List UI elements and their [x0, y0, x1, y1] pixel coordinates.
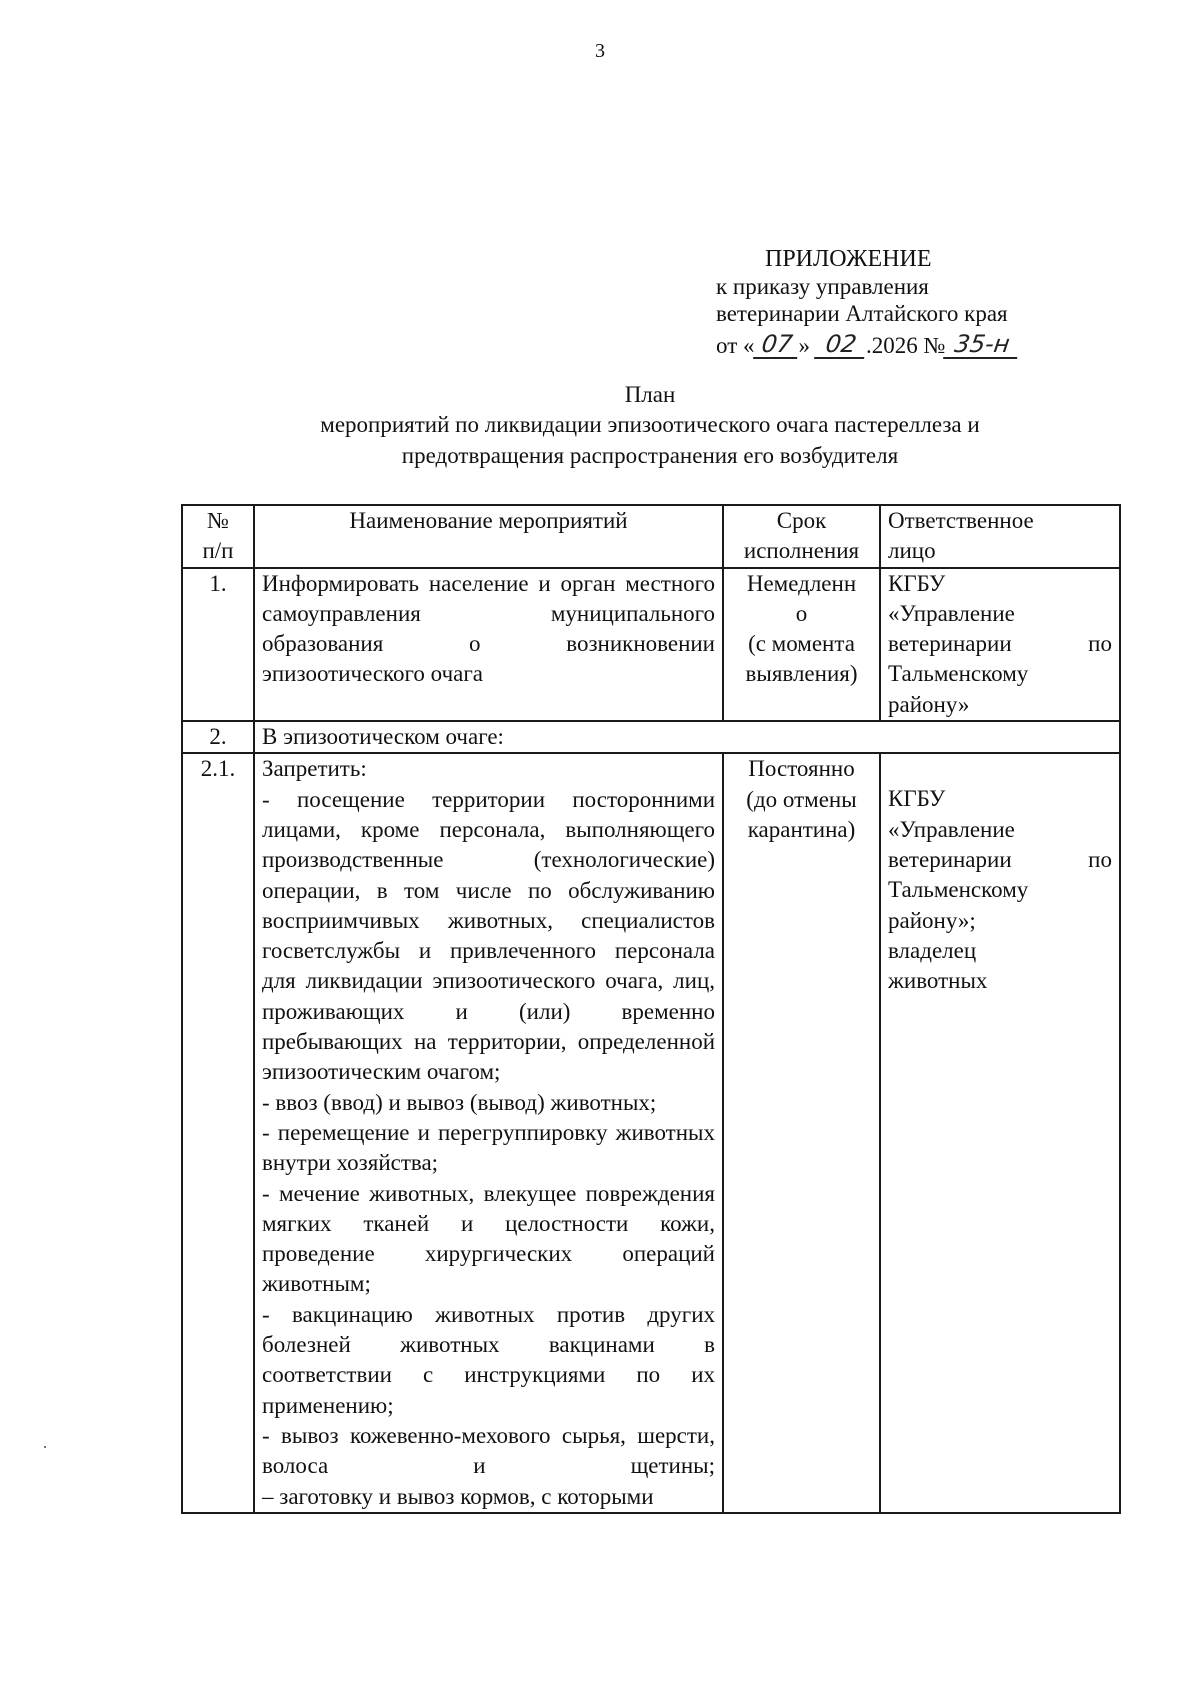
measure-intro: Запретить:	[262, 756, 367, 782]
appendix-block	[716, 246, 1019, 359]
appendix-title: ПРИЛОЖЕНИЕ	[765, 246, 932, 272]
row-measure: Информировать население и орган местного самоуправления муниципального образования о возникновении эпизоотического очага	[254, 568, 723, 721]
plan-title: План	[624, 382, 676, 407]
measure-item: - мечение животных, влекущее повреждения мягких тканей и целостности кожи, проведение хирургических операций животным;	[262, 1180, 715, 1297]
row-measure: В эпизоотическом очаге:	[254, 721, 1120, 753]
header-name-text: Наименование мероприятий	[349, 508, 628, 533]
measure-item: - перемещение и перегруппировку животных внутри хозяйства;	[262, 1119, 715, 1176]
header-responsible-line-1: Ответственное	[888, 508, 1034, 533]
row-term	[723, 568, 880, 721]
term-line: о	[795, 600, 808, 626]
term-line: (до отмены	[746, 786, 857, 812]
table-row	[182, 753, 1120, 1512]
row-number: 2.1.	[182, 753, 254, 1512]
responsible-line: КГБУ	[888, 570, 946, 596]
measure-item: - посещение территории посторонними лицами, кроме персонала, выполняющего производственные (технологические) операции, в том числе по обслуживанию восприимчивых животных, специалистов госветслужбы и привлеченного персонала для ликвидации эпизоотического очага, лиц, проживающих и (или) временно пребывающих на территории, определенной эпизоотическим очагом;	[262, 786, 715, 1085]
header-responsible-line-2: лицо	[888, 538, 936, 564]
header-number-line-2: п/п	[202, 538, 234, 564]
measure-item: – заготовку и вывоз кормов, с которыми	[262, 1483, 654, 1509]
handwritten-month: 02	[814, 331, 868, 359]
date-mid: »	[798, 333, 810, 358]
header-term	[723, 505, 880, 568]
header-responsible	[880, 505, 1120, 568]
responsible-line: КГБУ	[888, 786, 946, 812]
row-number: 1.	[182, 568, 254, 721]
row-measure	[254, 753, 723, 1512]
header-term-line-1: Срок	[776, 508, 827, 533]
measure-item: - вывоз кожевенно-мехового сырья, шерсти, волоса и щетины;	[262, 1422, 715, 1479]
responsible-line: владелец	[888, 937, 977, 963]
scan-artifact-dot	[44, 1446, 46, 1448]
term-line: выявления)	[745, 661, 858, 687]
handwritten-order-number: 35-н	[943, 331, 1021, 359]
order-date-line	[716, 327, 1019, 359]
plan-subtitle-line-1: мероприятий по ликвидации эпизоотического очага пастереллеза и	[320, 412, 980, 437]
responsible-text: «Управление ветеринарии по Тальменскому району»	[888, 600, 1112, 717]
handwritten-day: 07	[753, 331, 801, 359]
row-responsible	[880, 568, 1120, 721]
appendix-line-2: ветеринарии Алтайского края	[716, 301, 1008, 326]
row-term	[723, 753, 880, 1512]
date-prefix: от «	[716, 333, 755, 358]
date-year: .2026 №	[866, 333, 946, 358]
plan-subtitle-line-2: предотвращения распространения его возбудителя	[401, 443, 899, 468]
responsible-text: «Управление ветеринарии по Тальменскому району»;	[888, 816, 1112, 933]
measure-item: - ввоз (ввод) и вывоз (вывод) животных;	[262, 1089, 657, 1115]
measure-item: - вакцинацию животных против других болезней животных вакцинами в соответствии с инструкциями по их применению;	[262, 1301, 715, 1418]
header-number-line-1: №	[207, 508, 229, 533]
term-line: (с момента	[748, 631, 855, 657]
appendix-line-1: к приказу управления	[716, 274, 929, 299]
header-term-line-2: исполнения	[743, 538, 860, 564]
header-number	[182, 505, 254, 568]
term-line: карантина)	[747, 816, 856, 842]
row-responsible	[880, 753, 1120, 1512]
page-number: 3	[595, 40, 605, 62]
term-line: Немедленн	[746, 570, 857, 596]
row-number: 2.	[182, 721, 254, 753]
measures-table	[181, 504, 1121, 1514]
responsible-line: животных	[888, 968, 988, 994]
table-row	[182, 568, 1120, 721]
header-name	[254, 505, 723, 568]
table-header-row	[182, 505, 1120, 568]
table-row	[182, 721, 1120, 753]
term-line: Постоянно	[748, 756, 855, 782]
